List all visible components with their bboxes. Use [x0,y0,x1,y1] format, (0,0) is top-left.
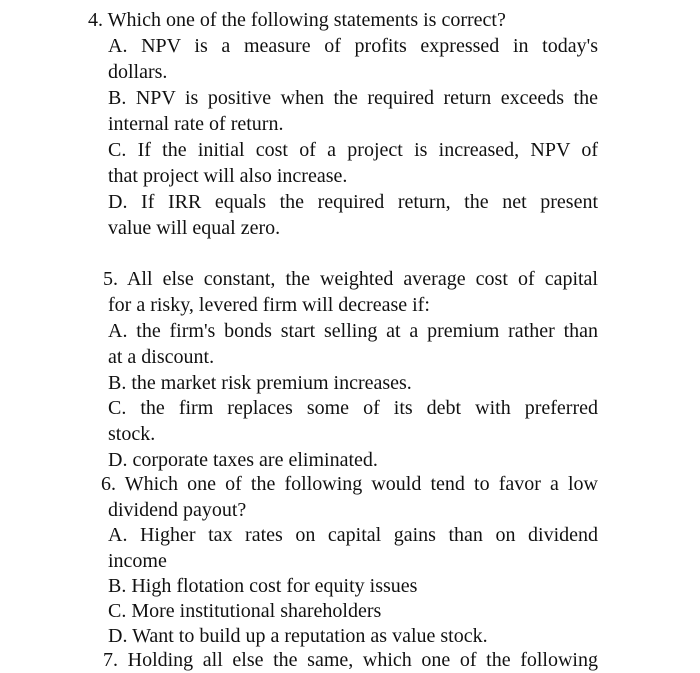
option-b-line-1: B. High flotation cost for equity issues [108,575,418,597]
option-a-line-1: A. Higher tax rates on capital gains than on dividend [108,524,598,546]
question-6-stem-line-2: dividend payout? [108,499,247,521]
option-c-line-2: stock. [108,423,156,445]
option-a-line-2: at a discount. [108,346,215,368]
option-c-line-2: that project will also increase. [108,165,348,187]
option-a-line-1: A. the firm's bonds start selling at a premium rather than [108,320,598,342]
option-c-line-1: C. More institutional shareholders [108,600,382,622]
question-5-stem-line-2: for a risky, levered firm will decrease if: [108,294,430,316]
option-c-line-1: C. If the initial cost of a project is increased, NPV of [108,139,598,161]
option-a-line-2: dollars. [108,61,168,83]
option-a-line-2: income [108,550,167,572]
question-5-stem-line-1: 5. All else constant, the weighted average cost of capital [103,268,598,290]
option-d-line-1: D. corporate taxes are eliminated. [108,449,378,471]
option-b-line-1: B. NPV is positive when the required return exceeds the [108,87,598,109]
option-d-line-2: value will equal zero. [108,217,281,239]
question-4-stem: 4. Which one of the following statements is correct? [88,9,506,31]
option-c-line-1: C. the firm replaces some of its debt with preferred [108,397,598,419]
question-7-stem-line-1: 7. Holding all else the same, which one of the following [103,649,598,671]
option-b-line-1: B. the market risk premium increases. [108,372,412,394]
question-6-stem-line-1: 6. Which one of the following would tend to favor a low [101,473,598,495]
option-b-line-2: internal rate of return. [108,113,284,135]
option-d-line-1: D. If IRR equals the required return, the net present [108,191,598,213]
option-d-line-1: D. Want to build up a reputation as value stock. [108,625,488,647]
option-a-line-1: A. NPV is a measure of profits expressed in today's [108,35,598,57]
